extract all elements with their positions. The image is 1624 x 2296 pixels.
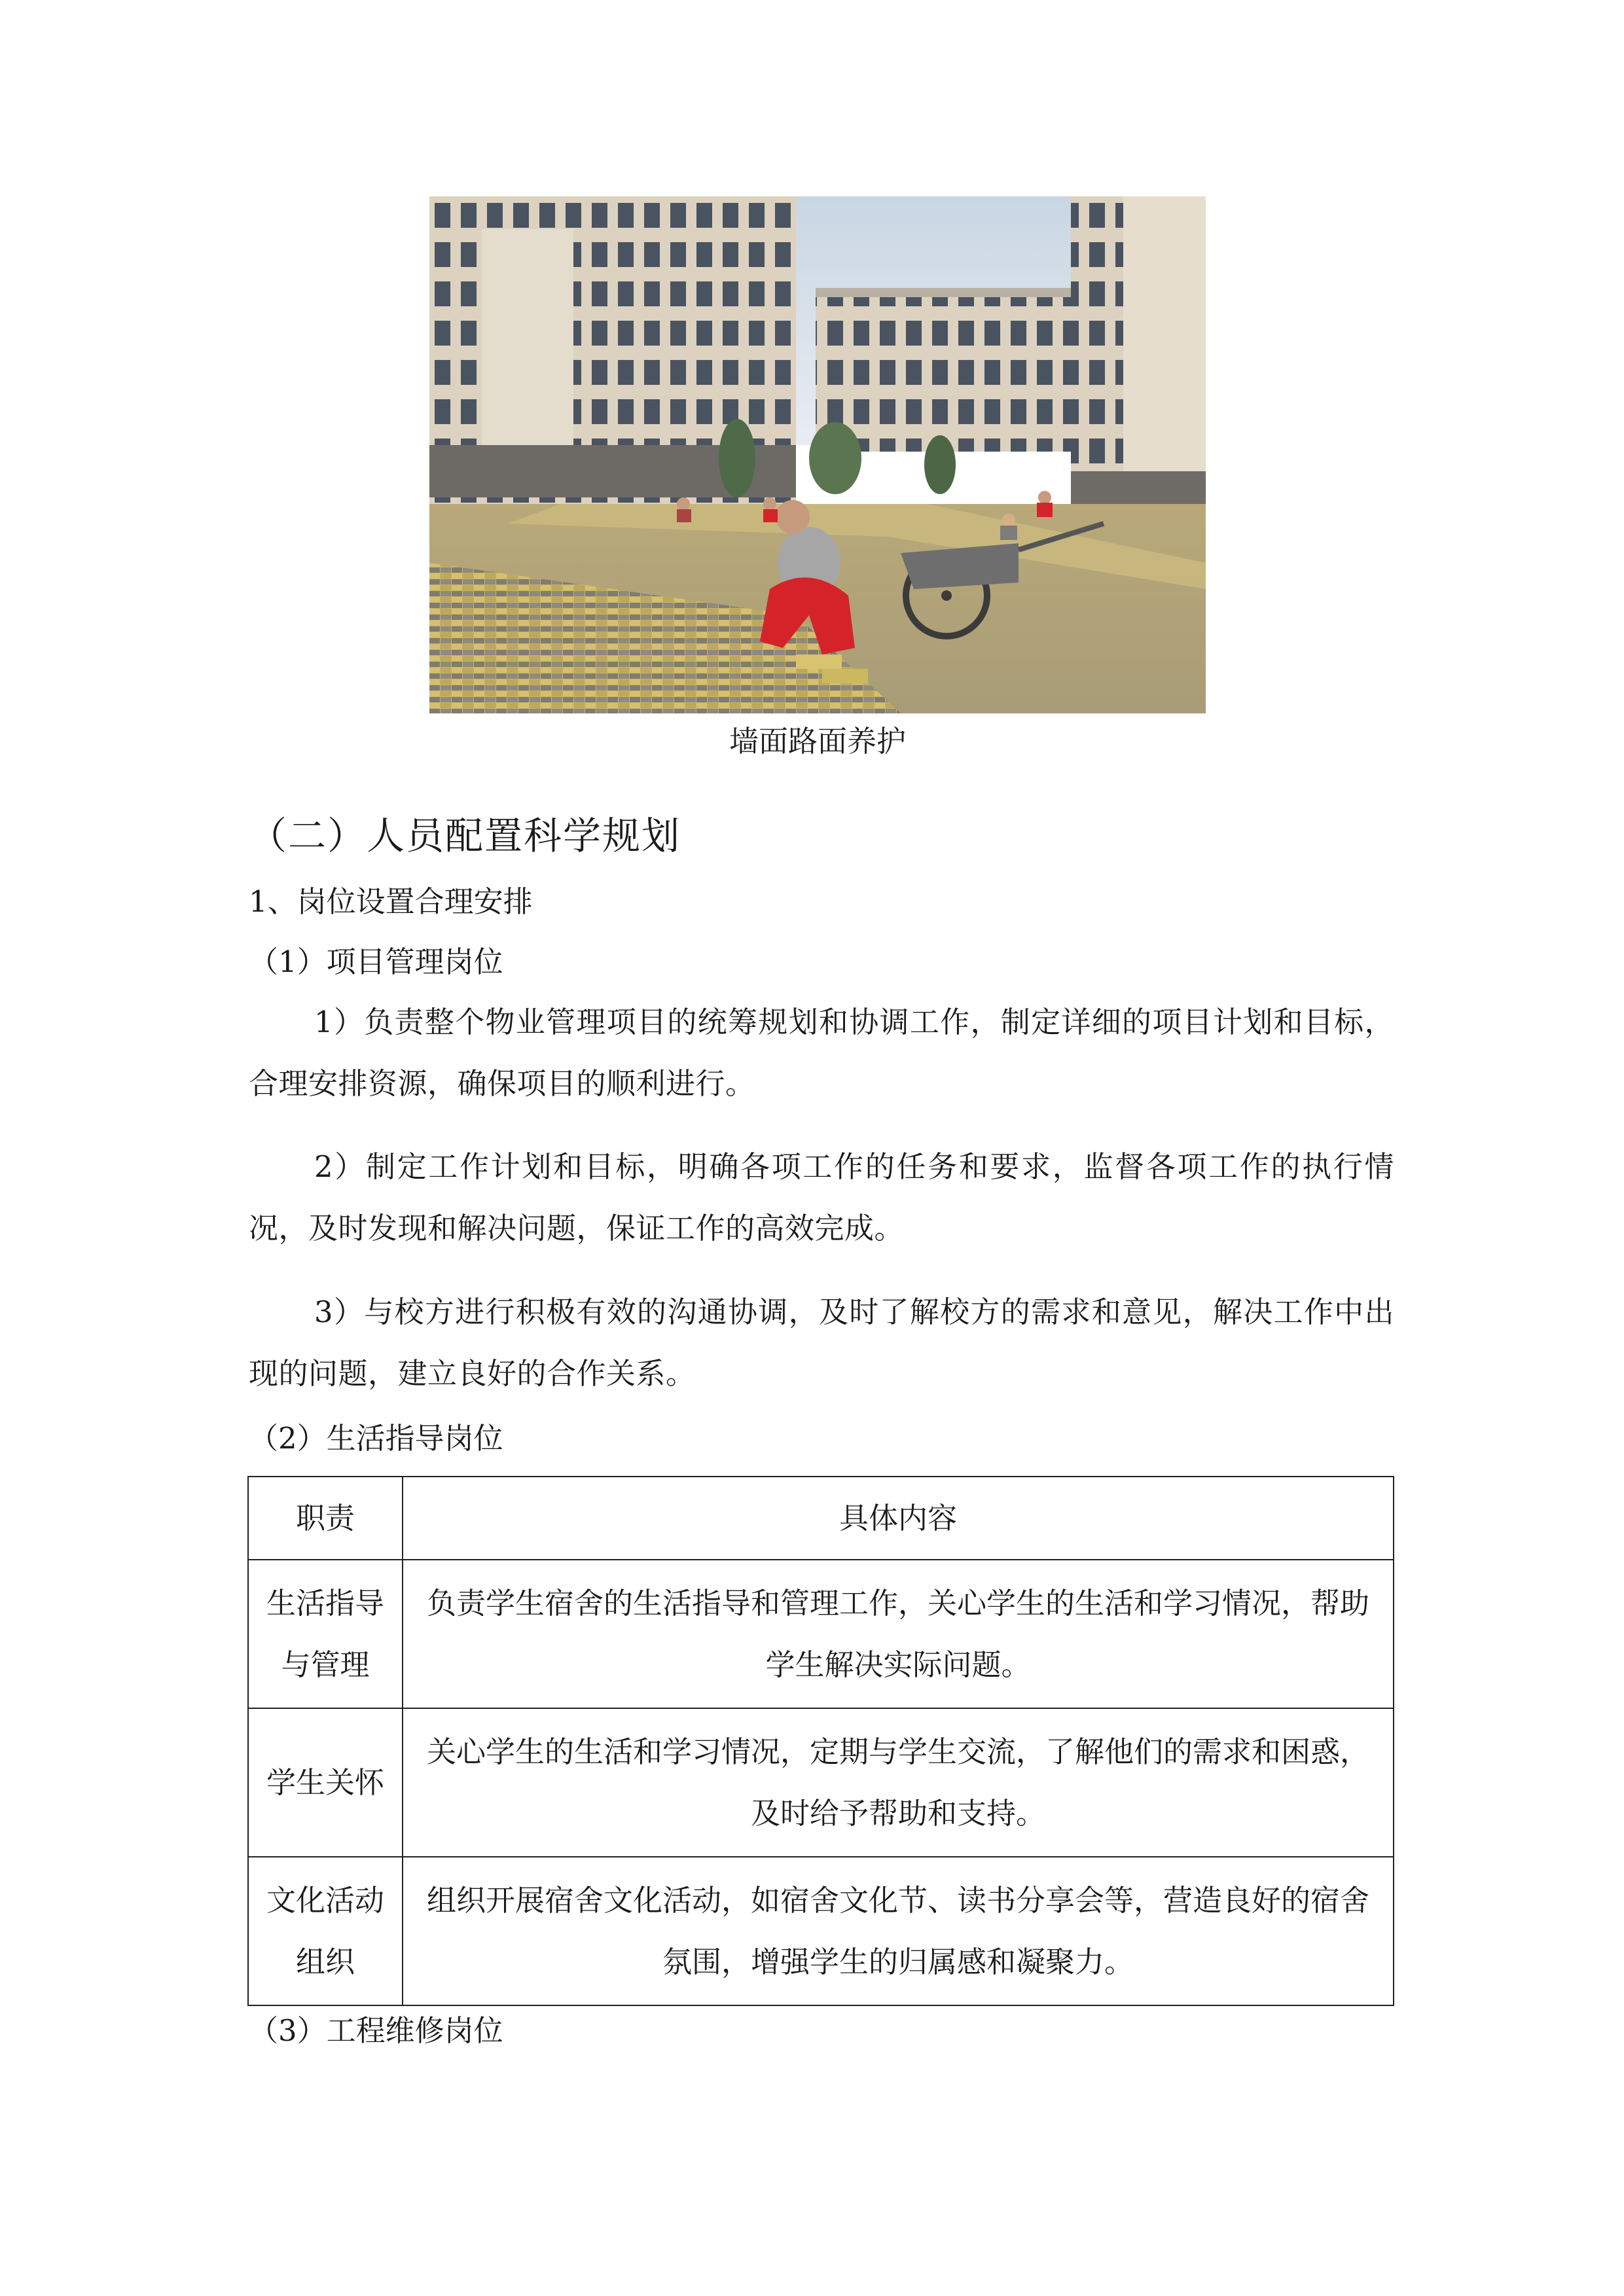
table-cell-content: 组织开展宿舍文化活动，如宿舍文化节、读书分享会等，营造良好的宿舍氛围，增强学生的归属感和凝聚力。 <box>403 1857 1394 2005</box>
table-row <box>248 1857 1394 2005</box>
heading-engineering: （3）工程维修岗位 <box>249 2013 503 2048</box>
table-row <box>248 1560 1394 1708</box>
table-cell-content: 关心学生的生活和学习情况，定期与学生交流，了解他们的需求和困惑，及时给予帮助和支持。 <box>403 1708 1394 1857</box>
paragraph-item: 1）负责整个物业管理项目的统筹规划和协调工作，制定详细的项目计划和目标，合理安排资源，确保项目的顺利进行。 <box>249 1005 1394 1101</box>
duty-table <box>247 1476 1394 2006</box>
table-row <box>248 1708 1394 1857</box>
table-cell-content: 负责学生宿舍的生活指导和管理工作，关心学生的生活和学习情况，帮助学生解决实际问题。 <box>403 1560 1394 1708</box>
section-subtitle: 1、岗位设置合理安排 <box>249 884 533 919</box>
table-header-duty: 职责 <box>248 1477 403 1560</box>
paragraph-item: 3）与校方进行积极有效的沟通协调，及时了解校方的需求和意见，解决工作中出现的问题，建立良好的合作关系。 <box>249 1295 1394 1391</box>
table-cell-duty: 学生关怀 <box>248 1708 403 1857</box>
heading-life-guidance: （2）生活指导岗位 <box>249 1421 503 1456</box>
courtyard-paving-photo <box>429 196 1206 713</box>
section-title: （二）人员配置科学规划 <box>249 814 681 858</box>
heading-project-management: （1）项目管理岗位 <box>249 944 503 979</box>
table-cell-duty: 文化活动组织 <box>248 1857 403 2005</box>
table-header-row <box>248 1477 1394 1560</box>
paragraph-item: 2）制定工作计划和目标，明确各项工作的任务和要求，监督各项工作的执行情况，及时发现和解决问题，保证工作的高效完成。 <box>249 1149 1394 1246</box>
photo-illustration <box>429 196 1206 713</box>
table-header-content: 具体内容 <box>403 1477 1394 1560</box>
photo-caption: 墙面路面养护 <box>729 724 906 759</box>
table-cell-duty: 生活指导与管理 <box>248 1560 403 1708</box>
